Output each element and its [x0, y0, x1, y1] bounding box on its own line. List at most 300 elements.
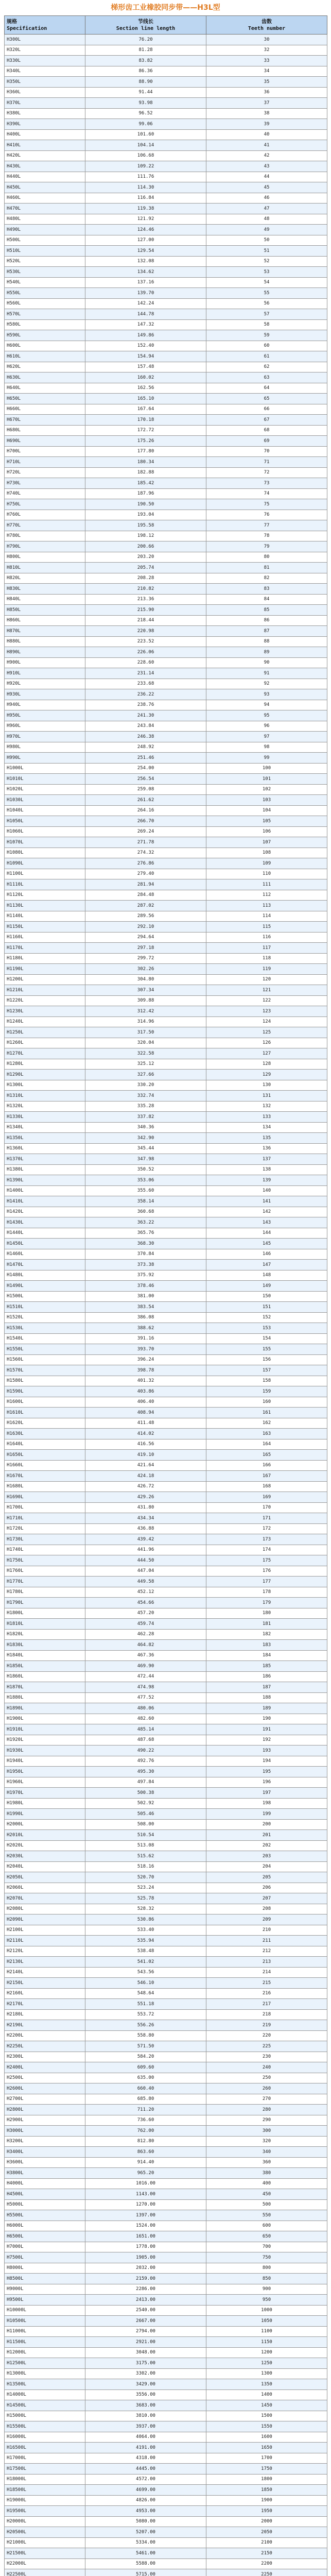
teeth-cell: 1250	[206, 2358, 327, 2369]
length-cell: 525.78	[85, 1893, 206, 1904]
teeth-cell: 105	[206, 816, 327, 827]
length-cell: 381.00	[85, 1291, 206, 1302]
length-cell: 368.30	[85, 1239, 206, 1249]
spec-cell: H6000L	[5, 2221, 85, 2231]
spec-cell: H910L	[5, 668, 85, 679]
spec-cell: H2100L	[5, 1925, 85, 1936]
table-row	[5, 1788, 327, 1799]
teeth-cell: 151	[206, 1302, 327, 1313]
table-row	[5, 1228, 327, 1239]
teeth-cell: 44	[206, 172, 327, 182]
length-cell: 246.38	[85, 732, 206, 742]
table-row	[5, 1133, 327, 1144]
spec-cell: H14500L	[5, 2400, 85, 2411]
table-row	[5, 2569, 327, 2576]
teeth-cell: 205	[206, 1872, 327, 1883]
spec-cell: H1580L	[5, 1376, 85, 1386]
table-row	[5, 277, 327, 288]
length-cell: 551.18	[85, 1999, 206, 2010]
teeth-cell: 134	[206, 1122, 327, 1133]
table-row	[5, 1703, 327, 1714]
length-cell: 350.52	[85, 1164, 206, 1175]
spec-cell: H2400L	[5, 2062, 85, 2073]
teeth-cell: 56	[206, 298, 327, 309]
length-cell: 4445.00	[85, 2464, 206, 2475]
teeth-cell: 100	[206, 763, 327, 774]
teeth-cell: 202	[206, 1840, 327, 1851]
length-cell: 584.20	[85, 2052, 206, 2062]
teeth-cell: 450	[206, 2189, 327, 2200]
spec-cell: H1980L	[5, 1798, 85, 1809]
table-row	[5, 1048, 327, 1059]
length-cell: 269.24	[85, 826, 206, 837]
length-cell: 327.66	[85, 1070, 206, 1080]
length-cell: 187.96	[85, 488, 206, 499]
table-row	[5, 1016, 327, 1027]
header-specification-en: Specification	[7, 25, 83, 32]
table-row	[5, 204, 327, 214]
teeth-cell: 199	[206, 1809, 327, 1820]
table-row	[5, 150, 327, 161]
teeth-cell: 270	[206, 2094, 327, 2105]
length-cell: 736.60	[85, 2115, 206, 2126]
table-row	[5, 45, 327, 56]
length-cell: 104.14	[85, 140, 206, 151]
length-cell: 256.54	[85, 774, 206, 785]
length-cell: 3556.00	[85, 2389, 206, 2400]
spec-cell: H750L	[5, 499, 85, 510]
table-row	[5, 901, 327, 911]
spec-cell: H1260L	[5, 1038, 85, 1048]
teeth-cell: 95	[206, 710, 327, 721]
length-cell: 5588.00	[85, 2558, 206, 2569]
length-cell: 330.20	[85, 1080, 206, 1091]
teeth-cell: 45	[206, 182, 327, 193]
teeth-cell: 380	[206, 2168, 327, 2179]
table-row	[5, 467, 327, 478]
spec-cell: H770L	[5, 520, 85, 531]
spec-cell: H1360L	[5, 1143, 85, 1154]
teeth-cell: 160	[206, 1397, 327, 1408]
length-cell: 4572.00	[85, 2474, 206, 2485]
spec-cell: H21000L	[5, 2537, 85, 2548]
spec-cell: H1730L	[5, 1534, 85, 1545]
teeth-cell: 102	[206, 784, 327, 795]
spec-cell: H990L	[5, 753, 85, 764]
teeth-cell: 53	[206, 267, 327, 278]
length-cell: 485.14	[85, 1724, 206, 1735]
length-cell: 635.00	[85, 2073, 206, 2083]
spec-cell: H1370L	[5, 1154, 85, 1165]
spec-cell: H1220L	[5, 995, 85, 1006]
length-cell: 452.12	[85, 1587, 206, 1598]
table-row	[5, 2041, 327, 2052]
table-row	[5, 1692, 327, 1703]
teeth-cell: 216	[206, 1988, 327, 1999]
teeth-cell: 2000	[206, 2516, 327, 2527]
spec-cell: H15500L	[5, 2421, 85, 2432]
spec-cell: H740L	[5, 488, 85, 499]
table-row	[5, 995, 327, 1006]
teeth-cell: 208	[206, 1904, 327, 1914]
length-cell: 474.98	[85, 1682, 206, 1693]
spec-cell: H1690L	[5, 1492, 85, 1503]
spec-cell: H950L	[5, 710, 85, 721]
header-specification-cn: 规格	[7, 19, 83, 25]
table-row	[5, 1185, 327, 1196]
table-row	[5, 2358, 327, 2369]
table-row	[5, 837, 327, 848]
teeth-cell: 61	[206, 351, 327, 362]
length-cell: 170.18	[85, 415, 206, 426]
length-cell: 121.92	[85, 214, 206, 225]
spec-cell: H1610L	[5, 1408, 85, 1418]
teeth-cell: 168	[206, 1481, 327, 1492]
table-row	[5, 2252, 327, 2263]
table-row	[5, 1566, 327, 1577]
spec-cell: H7500L	[5, 2252, 85, 2263]
length-cell: 2032.00	[85, 2263, 206, 2274]
spec-cell: H1510L	[5, 1302, 85, 1313]
table-row	[5, 753, 327, 764]
header-teeth-cn: 齿数	[208, 19, 325, 25]
length-cell: 137.16	[85, 277, 206, 288]
spec-cell: H2180L	[5, 2009, 85, 2020]
length-cell: 99.06	[85, 119, 206, 130]
spec-cell: H1060L	[5, 826, 85, 837]
spec-cell: H400L	[5, 129, 85, 140]
teeth-cell: 77	[206, 520, 327, 531]
teeth-cell: 115	[206, 922, 327, 933]
teeth-cell: 32	[206, 45, 327, 56]
table-row	[5, 1143, 327, 1154]
spec-cell: H1350L	[5, 1133, 85, 1144]
table-row	[5, 309, 327, 320]
spec-cell: H440L	[5, 172, 85, 182]
teeth-cell: 214	[206, 1967, 327, 1978]
table-row	[5, 710, 327, 721]
teeth-cell: 230	[206, 2052, 327, 2062]
table-row	[5, 319, 327, 330]
spec-cell: H8000L	[5, 2263, 85, 2274]
spec-cell: H11500L	[5, 2337, 85, 2348]
teeth-cell: 74	[206, 488, 327, 499]
spec-cell: H2150L	[5, 1978, 85, 1989]
length-cell: 528.32	[85, 1904, 206, 1914]
spec-cell: H1500L	[5, 1291, 85, 1302]
length-cell: 447.04	[85, 1566, 206, 1577]
table-row	[5, 404, 327, 415]
length-cell: 1778.00	[85, 2242, 206, 2252]
spec-cell: H1430L	[5, 1217, 85, 1228]
spec-cell: H420L	[5, 150, 85, 161]
table-row	[5, 531, 327, 541]
table-row	[5, 1714, 327, 1724]
length-cell: 345.44	[85, 1143, 206, 1154]
length-cell: 172.72	[85, 425, 206, 436]
teeth-cell: 107	[206, 837, 327, 848]
spec-cell: H17500L	[5, 2464, 85, 2475]
length-cell: 205.74	[85, 563, 206, 573]
teeth-cell: 2050	[206, 2527, 327, 2538]
length-cell: 142.24	[85, 298, 206, 309]
spec-cell: H2140L	[5, 1967, 85, 1978]
teeth-cell: 79	[206, 541, 327, 552]
table-row	[5, 1999, 327, 2010]
length-cell: 406.40	[85, 1397, 206, 1408]
table-row	[5, 2432, 327, 2443]
length-cell: 360.68	[85, 1207, 206, 1217]
teeth-cell: 211	[206, 1936, 327, 1946]
teeth-cell: 127	[206, 1048, 327, 1059]
table-row	[5, 1861, 327, 1872]
spec-cell: H1740L	[5, 1545, 85, 1555]
length-cell: 314.96	[85, 1016, 206, 1027]
table-row	[5, 235, 327, 246]
teeth-cell: 59	[206, 330, 327, 341]
teeth-cell: 1950	[206, 2506, 327, 2517]
teeth-cell: 166	[206, 1460, 327, 1471]
length-cell: 86.36	[85, 66, 206, 77]
length-cell: 408.94	[85, 1408, 206, 1418]
table-row	[5, 330, 327, 341]
length-cell: 279.40	[85, 869, 206, 879]
spec-cell: H1570L	[5, 1365, 85, 1376]
table-row	[5, 488, 327, 499]
table-row	[5, 1893, 327, 1904]
spec-cell: H13000L	[5, 2368, 85, 2379]
table-row	[5, 2453, 327, 2464]
spec-cell: H1380L	[5, 1164, 85, 1175]
table-row	[5, 2516, 327, 2527]
spec-cell: H1880L	[5, 1692, 85, 1703]
length-cell: 863.60	[85, 2147, 206, 2158]
teeth-cell: 62	[206, 362, 327, 372]
teeth-cell: 183	[206, 1640, 327, 1651]
spec-cell: H830L	[5, 584, 85, 595]
length-cell: 3302.00	[85, 2368, 206, 2379]
table-row	[5, 1249, 327, 1260]
length-cell: 363.22	[85, 1217, 206, 1228]
table-row	[5, 351, 327, 362]
spec-cell: H2300L	[5, 2052, 85, 2062]
spec-cell: H1680L	[5, 1481, 85, 1492]
length-cell: 271.78	[85, 837, 206, 848]
spec-cell: H5000L	[5, 2199, 85, 2210]
length-cell: 195.58	[85, 520, 206, 531]
length-cell: 213.36	[85, 594, 206, 605]
length-cell: 312.42	[85, 1006, 206, 1017]
length-cell: 812.80	[85, 2136, 206, 2147]
teeth-cell: 320	[206, 2136, 327, 2147]
length-cell: 177.80	[85, 446, 206, 457]
teeth-cell: 164	[206, 1439, 327, 1450]
spec-cell: H820L	[5, 573, 85, 584]
length-cell: 266.70	[85, 816, 206, 827]
table-row	[5, 826, 327, 837]
teeth-cell: 46	[206, 193, 327, 204]
length-cell: 4318.00	[85, 2453, 206, 2464]
teeth-cell: 240	[206, 2062, 327, 2073]
teeth-cell: 1700	[206, 2453, 327, 2464]
teeth-cell: 50	[206, 235, 327, 246]
spec-cell: H460L	[5, 193, 85, 204]
length-cell: 685.80	[85, 2094, 206, 2105]
spec-cell: H1750L	[5, 1555, 85, 1566]
length-cell: 325.12	[85, 1059, 206, 1070]
length-cell: 144.78	[85, 309, 206, 320]
spec-cell: H12500L	[5, 2358, 85, 2369]
spec-cell: H1850L	[5, 1661, 85, 1672]
table-row	[5, 689, 327, 700]
table-row	[5, 1682, 327, 1693]
teeth-cell: 122	[206, 995, 327, 1006]
length-cell: 500.38	[85, 1788, 206, 1799]
teeth-cell: 1600	[206, 2432, 327, 2443]
table-row	[5, 1112, 327, 1123]
spec-cell: H8500L	[5, 2274, 85, 2284]
teeth-cell: 110	[206, 869, 327, 879]
teeth-cell: 206	[206, 1883, 327, 1893]
table-row	[5, 56, 327, 66]
teeth-cell: 47	[206, 204, 327, 214]
length-cell: 469.90	[85, 1661, 206, 1672]
length-cell: 101.60	[85, 129, 206, 140]
table-row	[5, 267, 327, 278]
spec-cell: H380L	[5, 108, 85, 119]
teeth-cell: 1800	[206, 2474, 327, 2485]
length-cell: 520.70	[85, 1872, 206, 1883]
spec-cell: H1590L	[5, 1386, 85, 1397]
spec-cell: H1830L	[5, 1640, 85, 1651]
teeth-cell: 169	[206, 1492, 327, 1503]
spec-cell: H3600L	[5, 2157, 85, 2168]
length-cell: 5334.00	[85, 2537, 206, 2548]
length-cell: 393.70	[85, 1344, 206, 1355]
spec-cell: H1900L	[5, 1714, 85, 1724]
length-cell: 88.90	[85, 77, 206, 88]
teeth-cell: 48	[206, 214, 327, 225]
teeth-cell: 92	[206, 679, 327, 689]
teeth-cell: 35	[206, 77, 327, 88]
spec-cell: H1280L	[5, 1059, 85, 1070]
table-row	[5, 2464, 327, 2475]
teeth-cell: 181	[206, 1619, 327, 1630]
teeth-cell: 1750	[206, 2464, 327, 2475]
table-row	[5, 1450, 327, 1461]
teeth-cell: 57	[206, 309, 327, 320]
table-row	[5, 1080, 327, 1091]
table-row	[5, 362, 327, 372]
spec-cell: H18500L	[5, 2485, 85, 2496]
spec-cell: H1300L	[5, 1080, 85, 1091]
length-cell: 3810.00	[85, 2411, 206, 2421]
teeth-cell: 55	[206, 288, 327, 299]
table-row	[5, 552, 327, 563]
table-row	[5, 2316, 327, 2327]
table-row	[5, 1872, 327, 1883]
teeth-cell: 1050	[206, 2316, 327, 2327]
table-row	[5, 478, 327, 489]
spec-cell: H2020L	[5, 1840, 85, 1851]
spec-cell: H1000L	[5, 763, 85, 774]
spec-cell: H6500L	[5, 2231, 85, 2242]
teeth-cell: 128	[206, 1059, 327, 1070]
spec-cell: H390L	[5, 119, 85, 130]
table-row	[5, 1608, 327, 1619]
teeth-cell: 170	[206, 1502, 327, 1513]
table-row	[5, 288, 327, 299]
teeth-cell: 139	[206, 1175, 327, 1186]
spec-cell: H2050L	[5, 1872, 85, 1883]
table-row	[5, 1196, 327, 1207]
teeth-cell: 1400	[206, 2389, 327, 2400]
length-cell: 449.58	[85, 1577, 206, 1587]
spec-cell: H470L	[5, 204, 85, 214]
length-cell: 538.48	[85, 1946, 206, 1957]
spec-cell: H2070L	[5, 1893, 85, 1904]
length-cell: 439.42	[85, 1534, 206, 1545]
spec-cell: H1930L	[5, 1745, 85, 1756]
table-row	[5, 2105, 327, 2115]
table-row	[5, 795, 327, 806]
table-row	[5, 1851, 327, 1862]
teeth-cell: 111	[206, 879, 327, 890]
length-cell: 83.82	[85, 56, 206, 66]
spec-cell: H700L	[5, 446, 85, 457]
table-row	[5, 1154, 327, 1165]
length-cell: 236.22	[85, 689, 206, 700]
teeth-cell: 191	[206, 1724, 327, 1735]
table-row	[5, 858, 327, 869]
teeth-cell: 217	[206, 1999, 327, 2010]
length-cell: 388.62	[85, 1323, 206, 1334]
length-cell: 505.46	[85, 1809, 206, 1820]
length-cell: 383.54	[85, 1302, 206, 1313]
teeth-cell: 150	[206, 1291, 327, 1302]
teeth-cell: 137	[206, 1154, 327, 1165]
table-row	[5, 66, 327, 77]
spec-cell: H13500L	[5, 2379, 85, 2390]
length-cell: 403.86	[85, 1386, 206, 1397]
spec-cell: H1770L	[5, 1577, 85, 1587]
length-cell: 3429.00	[85, 2379, 206, 2390]
length-cell: 228.60	[85, 657, 206, 668]
table-row	[5, 615, 327, 626]
table-row	[5, 2337, 327, 2348]
length-cell: 185.42	[85, 478, 206, 489]
table-row	[5, 2347, 327, 2358]
teeth-cell: 192	[206, 1735, 327, 1745]
teeth-cell: 213	[206, 1957, 327, 1968]
teeth-cell: 65	[206, 394, 327, 404]
length-cell: 1270.00	[85, 2199, 206, 2210]
table-row	[5, 774, 327, 785]
length-cell: 4064.00	[85, 2432, 206, 2443]
length-cell: 304.80	[85, 974, 206, 985]
table-row	[5, 1175, 327, 1186]
length-cell: 2159.00	[85, 2274, 206, 2284]
table-row	[5, 1629, 327, 1640]
length-cell: 233.68	[85, 679, 206, 689]
table-row	[5, 193, 327, 204]
spec-cell: H2160L	[5, 1988, 85, 1999]
teeth-cell: 149	[206, 1281, 327, 1292]
teeth-cell: 73	[206, 478, 327, 489]
teeth-cell: 260	[206, 2083, 327, 2094]
length-cell: 106.68	[85, 150, 206, 161]
table-row	[5, 2558, 327, 2569]
